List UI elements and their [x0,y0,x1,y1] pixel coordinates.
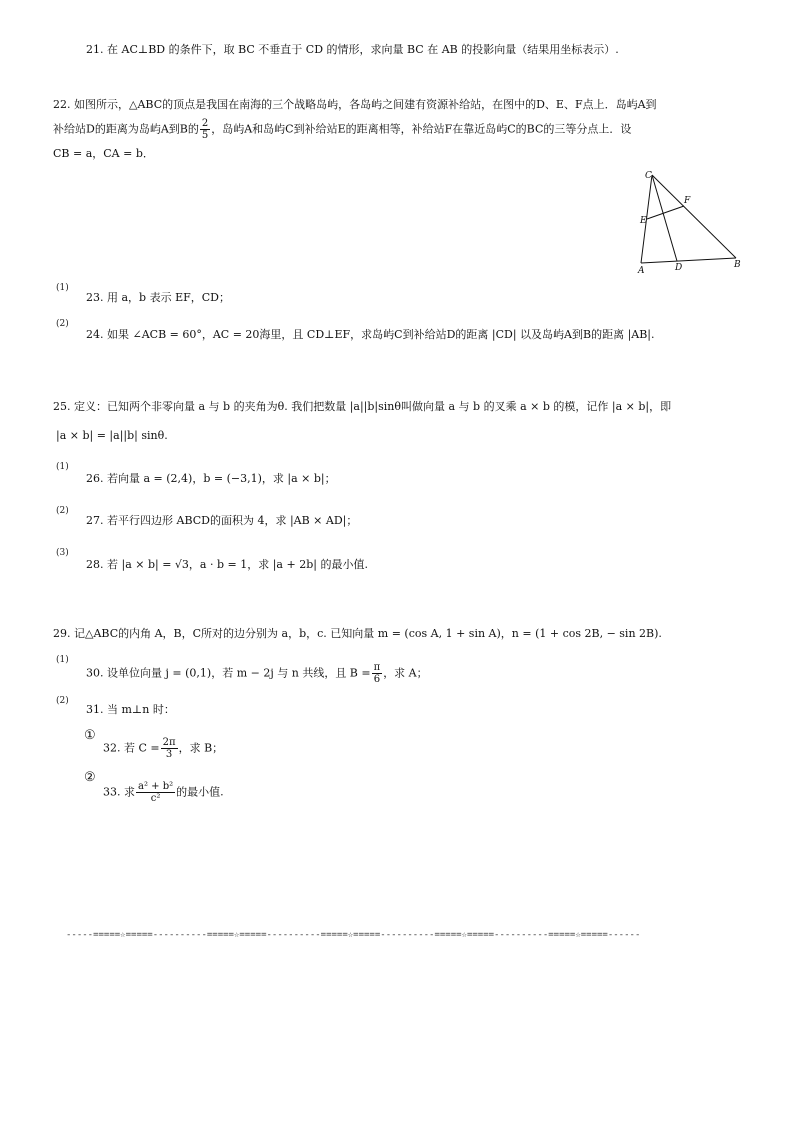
question-31-text: 当 m⊥n 时： [107,703,175,716]
sub-label-2: (2) [56,319,69,329]
label-d: D [675,263,683,273]
question-21-text: 在 AC⊥BD 的条件下，取 BC 不垂直于 CD 的情形，求向量 BC 在 AB 的投影向量（结果用坐标表示）. [107,43,619,56]
question-23-text: 用 a，b 表示 EF，CD； [107,291,230,304]
question-25-text-2: |a × b| = |a||b| sinθ. [56,429,168,442]
question-29-text: 记△ABC的内角 A，B，C所对的边分别为 a，b，c. 已知向量 m = (cos A, 1 + sin A)，n = (1 + cos 2B, − sin 2B). [74,627,662,640]
question-32-text-a: 若 C = [124,741,160,755]
question-29-number: 29. [53,627,71,640]
question-22-text-1: 如图所示，△ABC的顶点是我国在南海的三个战略岛屿，各岛屿之间建有资源补给站，在图中的D、E、F点上．岛屿A到 [74,98,657,111]
question-28-text: 若 |a × b| = √3，a · b = 1，求 |a + 2b| 的最小值. [107,558,368,571]
sub-label-1: (1) [56,283,69,293]
question-22-text-3: CB = a，CA = b． [53,147,154,160]
label-f: F [684,196,691,206]
question-32-number: 32. [103,741,121,755]
question-30 [86,662,428,685]
sub-label-1: (1) [56,655,69,665]
fraction-two-pi-over-three [161,737,178,760]
question-25-line-2 [56,428,168,444]
sub-label-1: (1) [56,462,69,472]
question-32 [103,737,223,760]
question-29 [53,626,662,642]
fraction-denominator: 5 [201,130,209,141]
side-ab [641,258,736,263]
circled-one: ① [84,728,96,743]
question-33-text-b: 的最小值. [176,785,224,799]
side-cb [652,175,736,258]
question-28-number: 28. [86,558,104,571]
question-24-text: 如果 ∠ACB = 60°，AC = 20海里，且 CD⊥EF，求岛屿C到补给站D的距离 |CD| 以及岛屿A到B的距离 |AB|. [107,328,655,341]
question-23-number: 23. [86,291,104,304]
question-22-line-1 [53,97,657,113]
label-b: B [734,260,741,270]
question-28 [86,557,368,573]
question-33-number: 33. [103,785,121,799]
page-separator: -----=====☆=====----------=====☆=====----------=====☆=====----------=====☆=====----------=====☆=====------ [66,930,641,940]
question-21-number: 21. [86,43,104,56]
fraction-pi-over-six [372,662,383,685]
question-22-text-2a: 补给站D的距离为岛屿A到B的 [53,122,199,136]
fraction-denominator: 3 [165,749,173,760]
question-27 [86,513,357,529]
fraction-a2-b2-over-c2 [136,781,175,804]
question-31 [86,702,175,718]
question-22-number: 22. [53,98,71,111]
fraction-numerator: π [373,662,381,673]
sub-label-2: (2) [56,696,69,706]
question-26 [86,471,336,487]
label-c: C [645,171,652,181]
question-27-number: 27. [86,514,104,527]
question-25-number: 25. [53,400,71,413]
sub-label-2: (2) [56,506,69,516]
question-30-text-a: 设单位向量 j = (0,1)，若 m − 2j 与 n 共线，且 B = [107,666,371,680]
fraction-numerator: 2 [201,118,209,129]
label-a: A [638,266,645,274]
question-30-number: 30. [86,666,104,680]
question-27-text: 若平行四边形 ABCD的面积为 4，求 |AB × AD|； [107,514,358,527]
question-22-text-2b: ，岛屿A和岛屿C到补给站E的距离相等，补给站F在靠近岛屿C的BC的三等分点上．设 [211,122,632,136]
fraction-two-fifths [200,118,210,141]
question-24 [86,327,655,343]
question-33 [103,781,224,804]
fraction-denominator: c² [150,793,161,804]
question-21 [86,42,619,58]
question-33-text-a: 求 [124,785,135,799]
question-26-number: 26. [86,472,104,485]
question-30-text-b: ，求 A； [383,666,428,680]
sub-label-3: (3) [56,548,69,558]
question-23 [86,290,230,306]
question-26-text: 若向量 a = (2,4)，b = (−3,1)，求 |a × b|； [107,472,336,485]
question-22-line-3 [53,146,154,162]
question-24-number: 24. [86,328,104,341]
fraction-denominator: 6 [373,674,381,685]
triangle-diagram [632,166,744,274]
circled-two: ② [84,770,96,785]
question-32-text-b: ，求 B； [178,741,224,755]
fraction-numerator: a² + b² [138,781,174,792]
segment-ef [647,206,684,219]
question-25-line-1 [53,399,671,415]
question-25-text-1: 定义：已知两个非零向量 a 与 b 的夹角为θ. 我们把数量 |a||b|sinθ叫做向量 a 与 b 的叉乘 a × b 的模，记作 |a × b|，即 [74,400,672,413]
fraction-numerator: 2π [162,737,176,748]
label-e: E [640,216,647,226]
question-22-line-2 [53,118,631,141]
question-31-number: 31. [86,703,104,716]
